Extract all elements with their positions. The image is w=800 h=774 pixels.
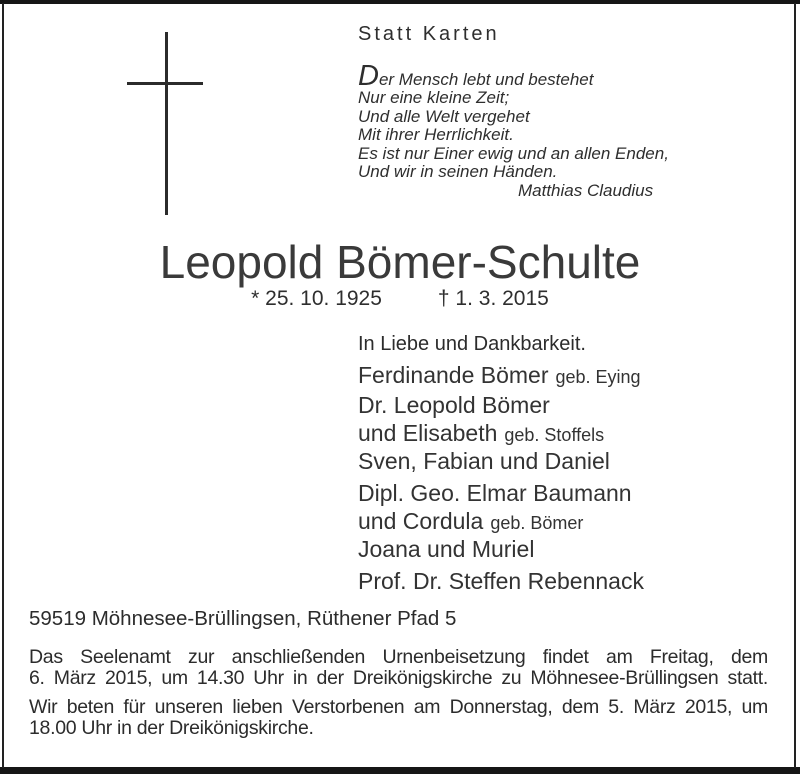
deceased-name: Leopold Bömer-Schulte	[159, 236, 641, 288]
mourner-name: Ferdinande Bömer	[358, 362, 549, 388]
mourner-row	[358, 508, 651, 536]
mourner-name: Joana und Muriel	[358, 536, 535, 562]
life-dates	[0, 288, 800, 310]
mourner-row	[358, 536, 651, 564]
mourner-name: Dr. Leopold Bömer	[358, 392, 550, 418]
poem-line: Mit ihrer Herrlichkeit.	[358, 125, 514, 145]
prayer-notice-line: Wir beten für unseren lieben Verstorbenen am Donnerstag, dem 5. März 2015, um	[29, 696, 768, 718]
poem-line: Und alle Welt vergehet	[358, 106, 530, 126]
cross-horizontal-bar	[127, 82, 203, 85]
service-notice-line: Das Seelenamt zur anschließenden Urnenbeisetzung findet am Freitag, dem	[29, 646, 768, 668]
mourner-name: und Elisabeth	[358, 420, 498, 446]
mourner-name: und Cordula	[358, 508, 484, 534]
poem-initial-letter: D	[358, 60, 379, 92]
service-notice-line: 6. März 2015, um 14.30 Uhr in der Dreikönigskirche zu Möhnesee-Brüllingsen statt.	[29, 666, 768, 689]
service-notice	[29, 647, 768, 688]
poem-line: Nur eine kleine Zeit;	[358, 88, 510, 108]
prayer-notice	[29, 697, 768, 738]
mourner-maiden-name: geb. Bömer	[490, 513, 584, 533]
tribute-line: In Liebe und Dankbarkeit.	[358, 333, 586, 355]
mourner-maiden-name: geb. Eying	[555, 367, 641, 387]
mourners-list	[358, 362, 651, 596]
poem-line: Es ist nur Einer ewig und an allen Enden,	[358, 143, 669, 163]
motto-statt-karten: Statt Karten	[358, 23, 500, 45]
mourner-row	[358, 362, 651, 390]
address-line: 59519 Möhnesee-Brüllingsen, Rüthener Pfad 5	[29, 607, 457, 630]
border-bottom	[0, 767, 800, 774]
death-date: † 1. 3. 2015	[437, 287, 549, 310]
mourner-row	[358, 420, 651, 448]
mourner-row	[358, 448, 651, 476]
poem-block	[358, 60, 698, 201]
poem-author: Matthias Claudius	[518, 181, 654, 201]
prayer-notice-line: 18.00 Uhr in der Dreikönigskirche.	[29, 716, 314, 739]
mourner-row	[358, 392, 651, 420]
mourner-row	[358, 568, 651, 596]
mourner-name: Dipl. Geo. Elmar Baumann	[358, 480, 632, 506]
border-left	[2, 3, 4, 768]
poem-line	[358, 60, 698, 92]
poem-line-text: er Mensch lebt und bestehet	[378, 70, 594, 89]
mourner-name: Prof. Dr. Steffen Rebennack	[358, 568, 644, 594]
mourner-row	[358, 480, 651, 508]
border-right	[794, 3, 796, 768]
cross-vertical-bar	[165, 32, 168, 215]
poem-line: Und wir in seinen Händen.	[358, 162, 558, 182]
mourner-maiden-name: geb. Stoffels	[504, 425, 605, 445]
mourner-name: Sven, Fabian und Daniel	[358, 448, 610, 474]
birth-date: * 25. 10. 1925	[251, 287, 382, 310]
border-top	[0, 0, 800, 4]
